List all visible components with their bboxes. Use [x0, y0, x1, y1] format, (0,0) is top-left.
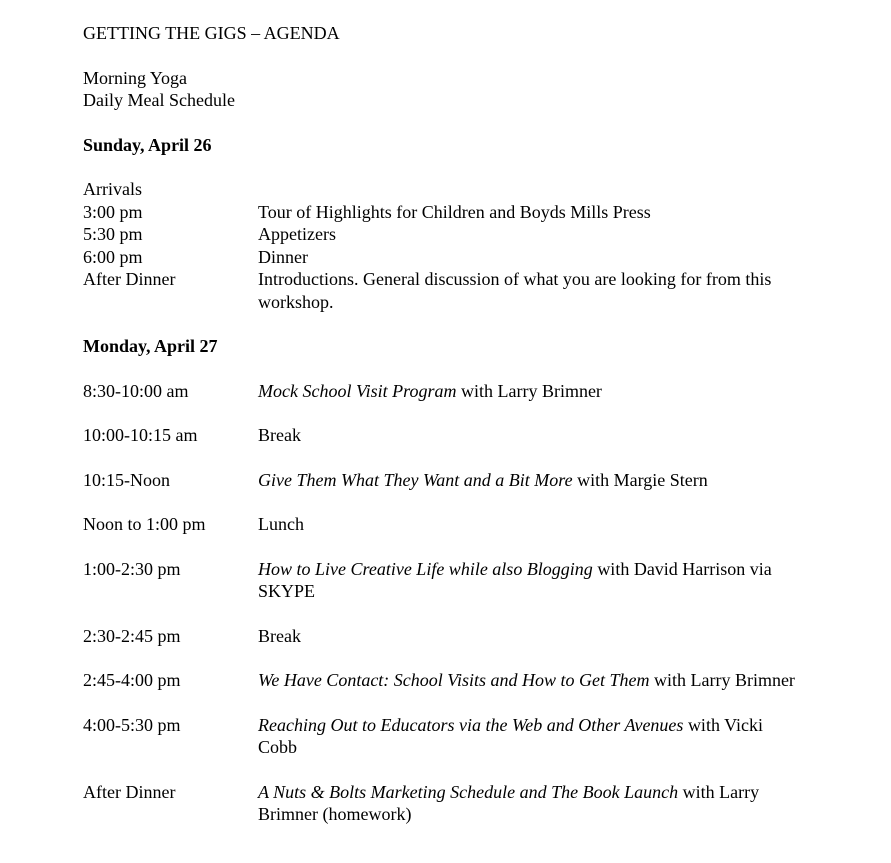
- schedule-description: [258, 669, 803, 692]
- session-text: with Larry Brimner: [456, 380, 602, 401]
- session-text: Introductions. General discussion of what you are looking for from this workshop.: [258, 269, 772, 312]
- document-title: GETTING THE GIGS – AGENDA: [83, 23, 340, 43]
- monday-heading: Monday, April 27: [83, 336, 218, 356]
- spacer: [83, 156, 803, 178]
- schedule-time: 4:00-5:30 pm: [83, 714, 181, 735]
- schedule-row: [83, 469, 803, 492]
- schedule-row: [83, 424, 803, 447]
- schedule-row: [83, 558, 803, 603]
- spacer: [83, 313, 803, 335]
- session-text: with Vicki Cobb: [258, 714, 764, 757]
- schedule-description: [258, 424, 803, 447]
- schedule-description: [258, 469, 803, 492]
- sunday-arrivals: Arrivals: [83, 179, 142, 199]
- schedule-row: [83, 781, 803, 826]
- session-text: with Larry Brimner (homework): [258, 781, 760, 824]
- session-title: Mock School Visit Program: [258, 380, 457, 401]
- session-text: Tour of Highlights for Children and Boyds Mills Press: [258, 201, 651, 222]
- schedule-description: [258, 513, 803, 536]
- schedule-row: [83, 714, 803, 759]
- session-text: with Margie Stern: [572, 469, 708, 490]
- schedule-row: [83, 223, 803, 246]
- session-text: Break: [258, 425, 301, 445]
- intro-item-yoga: Morning Yoga: [83, 67, 188, 88]
- session-title: Give Them What They Want and a Bit More: [258, 469, 573, 490]
- schedule-row: [83, 625, 803, 648]
- schedule-time: 3:00 pm: [83, 201, 143, 222]
- schedule-description: [258, 558, 803, 603]
- spacer: [83, 692, 803, 714]
- spacer: [83, 358, 803, 380]
- schedule-time: Noon to 1:00 pm: [83, 514, 206, 534]
- schedule-time: After Dinner: [83, 269, 176, 289]
- schedule-time: After Dinner: [83, 781, 176, 802]
- intro-item-meals: Daily Meal Schedule: [83, 90, 235, 110]
- schedule-row: [83, 246, 803, 269]
- schedule-row: [83, 380, 803, 403]
- session-title: A Nuts & Bolts Marketing Schedule and The Book Launch: [258, 781, 679, 802]
- schedule-description: [258, 380, 803, 403]
- schedule-description: [258, 201, 803, 224]
- session-text: Break: [258, 625, 301, 646]
- schedule-description: [258, 268, 803, 313]
- schedule-row: [83, 268, 803, 313]
- schedule-row: [83, 201, 803, 224]
- session-text: Lunch: [258, 514, 304, 534]
- schedule-description: [258, 625, 803, 648]
- session-title: We Have Contact: School Visits and How to Get Them: [258, 670, 650, 690]
- session-text: Appetizers: [258, 224, 336, 244]
- schedule-description: [258, 223, 803, 246]
- schedule-time: 10:15-Noon: [83, 469, 170, 490]
- spacer: [83, 112, 803, 134]
- schedule-description: [258, 246, 803, 269]
- schedule-description: [258, 781, 803, 826]
- schedule-time: 5:30 pm: [83, 224, 143, 244]
- schedule-description: [258, 714, 803, 759]
- schedule-time: 2:30-2:45 pm: [83, 625, 181, 646]
- schedule-row: [83, 513, 803, 536]
- schedule-time: 10:00-10:15 am: [83, 425, 198, 445]
- session-text: with Larry Brimner: [649, 670, 795, 690]
- session-title: How to Live Creative Life while also Blogging: [258, 558, 593, 579]
- schedule-time: 2:45-4:00 pm: [83, 670, 181, 690]
- schedule-time: 6:00 pm: [83, 246, 143, 267]
- spacer: [83, 402, 803, 424]
- schedule-row: [83, 669, 803, 692]
- spacer: [83, 45, 803, 67]
- spacer: [83, 447, 803, 469]
- session-title: Reaching Out to Educators via the Web and Other Avenues: [258, 714, 684, 735]
- agenda-document: [83, 22, 803, 826]
- schedule-time: 8:30-10:00 am: [83, 380, 189, 401]
- spacer: [83, 647, 803, 669]
- session-text: Dinner: [258, 246, 308, 267]
- sunday-heading: Sunday, April 26: [83, 134, 212, 155]
- schedule-time: 1:00-2:30 pm: [83, 558, 181, 579]
- spacer: [83, 491, 803, 513]
- spacer: [83, 536, 803, 558]
- spacer: [83, 759, 803, 781]
- spacer: [83, 603, 803, 625]
- session-text: with David Harrison via SKYPE: [258, 558, 772, 601]
